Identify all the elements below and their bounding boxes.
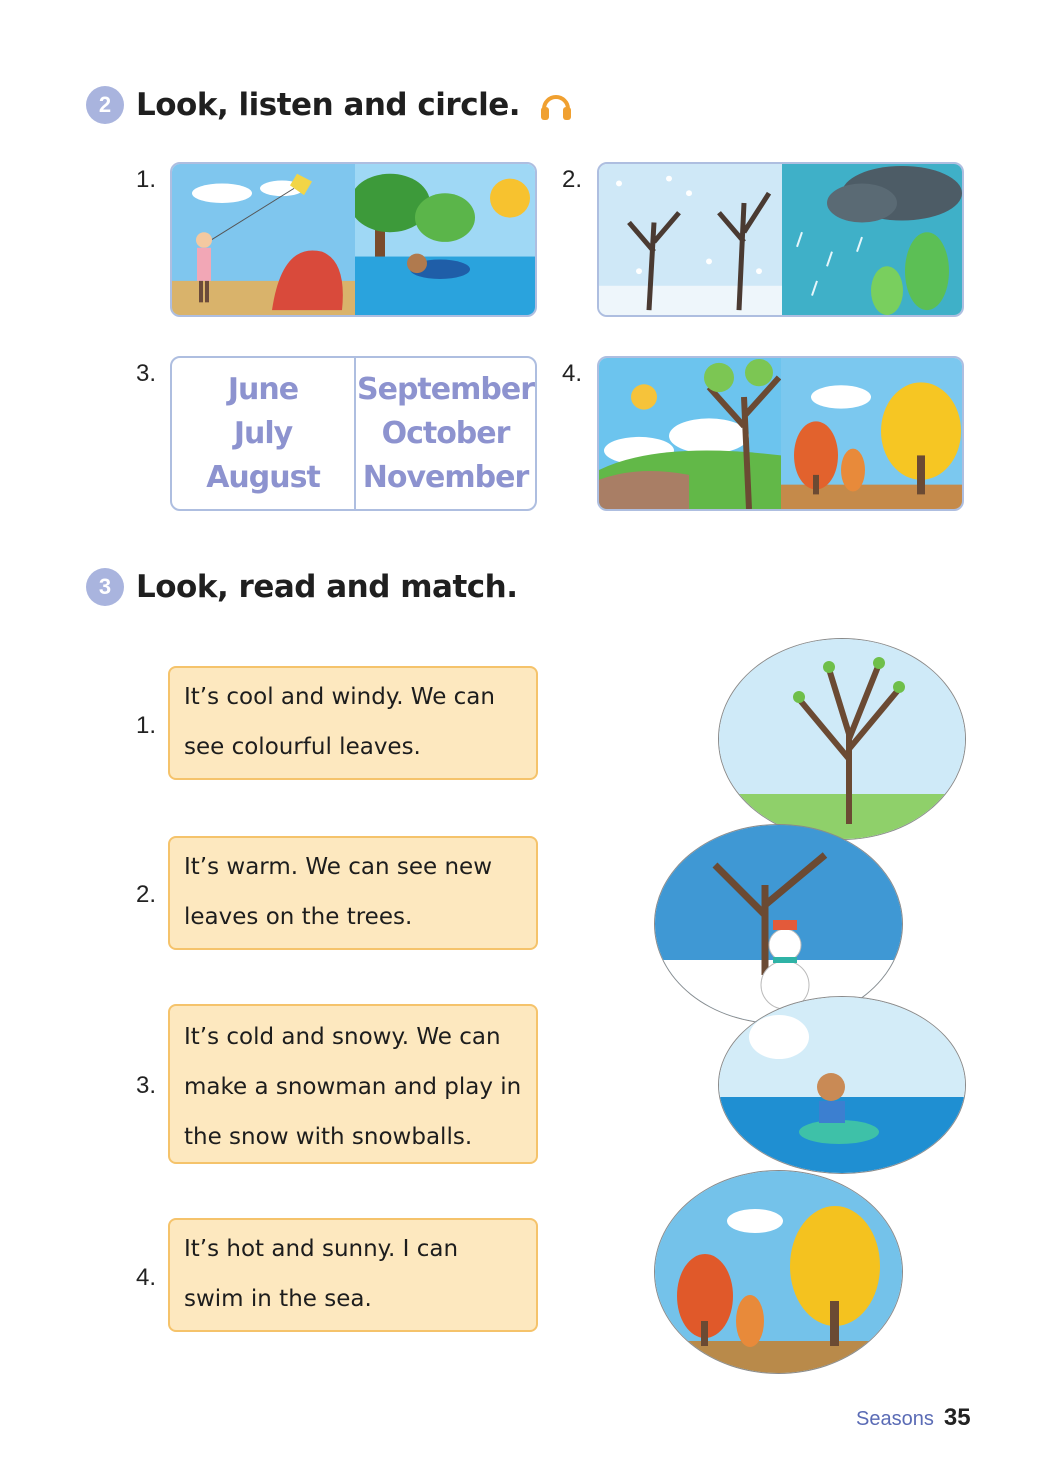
sentence-line: It’s warm. We can see new [184, 854, 493, 880]
item-number: 3. [136, 360, 157, 387]
sentence-number: 3. [136, 1072, 157, 1099]
sentence-line: leaves on the trees. [184, 904, 413, 930]
month-label: November [362, 459, 529, 495]
picture-choice-1[interactable] [170, 162, 537, 317]
sentence-line: the snow with snowballs. [184, 1124, 473, 1150]
section-title: Look, listen and circle. [136, 87, 521, 123]
oval-picture-spring[interactable] [718, 638, 966, 840]
sentence-line: swim in the sea. [184, 1286, 372, 1312]
oval-picture-autumn[interactable] [654, 1170, 903, 1374]
item-number: 4. [562, 360, 583, 387]
picture-kite-autumn[interactable] [172, 164, 355, 315]
picture-choice-2[interactable] [597, 162, 964, 317]
months-choice-box [170, 356, 537, 511]
sentence-line: see colourful leaves. [184, 734, 421, 760]
section-title: Look, read and match. [136, 569, 518, 605]
month-label: June [227, 371, 299, 407]
headphones-icon [538, 87, 574, 123]
picture-autumn-trees[interactable] [781, 358, 964, 509]
months-autumn-column[interactable] [356, 358, 535, 509]
picture-rainy[interactable] [782, 164, 964, 315]
sentence-line: It’s cool and windy. We can [184, 684, 495, 710]
month-label: September [357, 371, 534, 407]
section-2-heading [86, 86, 574, 124]
month-label: October [381, 415, 510, 451]
page-number: 35 [943, 1404, 971, 1431]
section-number-badge: 2 [86, 86, 124, 124]
item-number: 2. [562, 166, 583, 193]
sentence-card-2[interactable] [168, 836, 538, 950]
sentence-number: 2. [136, 881, 157, 908]
section-number-badge: 3 [86, 568, 124, 606]
month-label: July [233, 415, 293, 451]
sentence-card-4[interactable] [168, 1218, 538, 1332]
item-number: 1. [136, 166, 157, 193]
page-footer [856, 1404, 971, 1432]
picture-spring-meadow[interactable] [599, 358, 781, 509]
sentence-card-1[interactable] [168, 666, 538, 780]
sentence-card-3[interactable] [168, 1004, 538, 1164]
oval-picture-winter[interactable] [654, 824, 903, 1024]
sentence-line: It’s cold and snowy. We can [184, 1024, 501, 1050]
section-3-heading [86, 568, 517, 606]
sentence-line: It’s hot and sunny. I can [184, 1236, 459, 1262]
picture-choice-4[interactable] [597, 356, 964, 511]
unit-name: Seasons [856, 1408, 934, 1430]
sentence-number: 1. [136, 712, 157, 739]
picture-snowy-trees[interactable] [599, 164, 782, 315]
sentence-line: make a snowman and play in [184, 1074, 522, 1100]
picture-swimming-summer[interactable] [355, 164, 537, 315]
month-label: August [206, 459, 320, 495]
months-summer-column[interactable] [172, 358, 354, 509]
sentence-number: 4. [136, 1264, 157, 1291]
oval-picture-summer[interactable] [718, 996, 966, 1174]
